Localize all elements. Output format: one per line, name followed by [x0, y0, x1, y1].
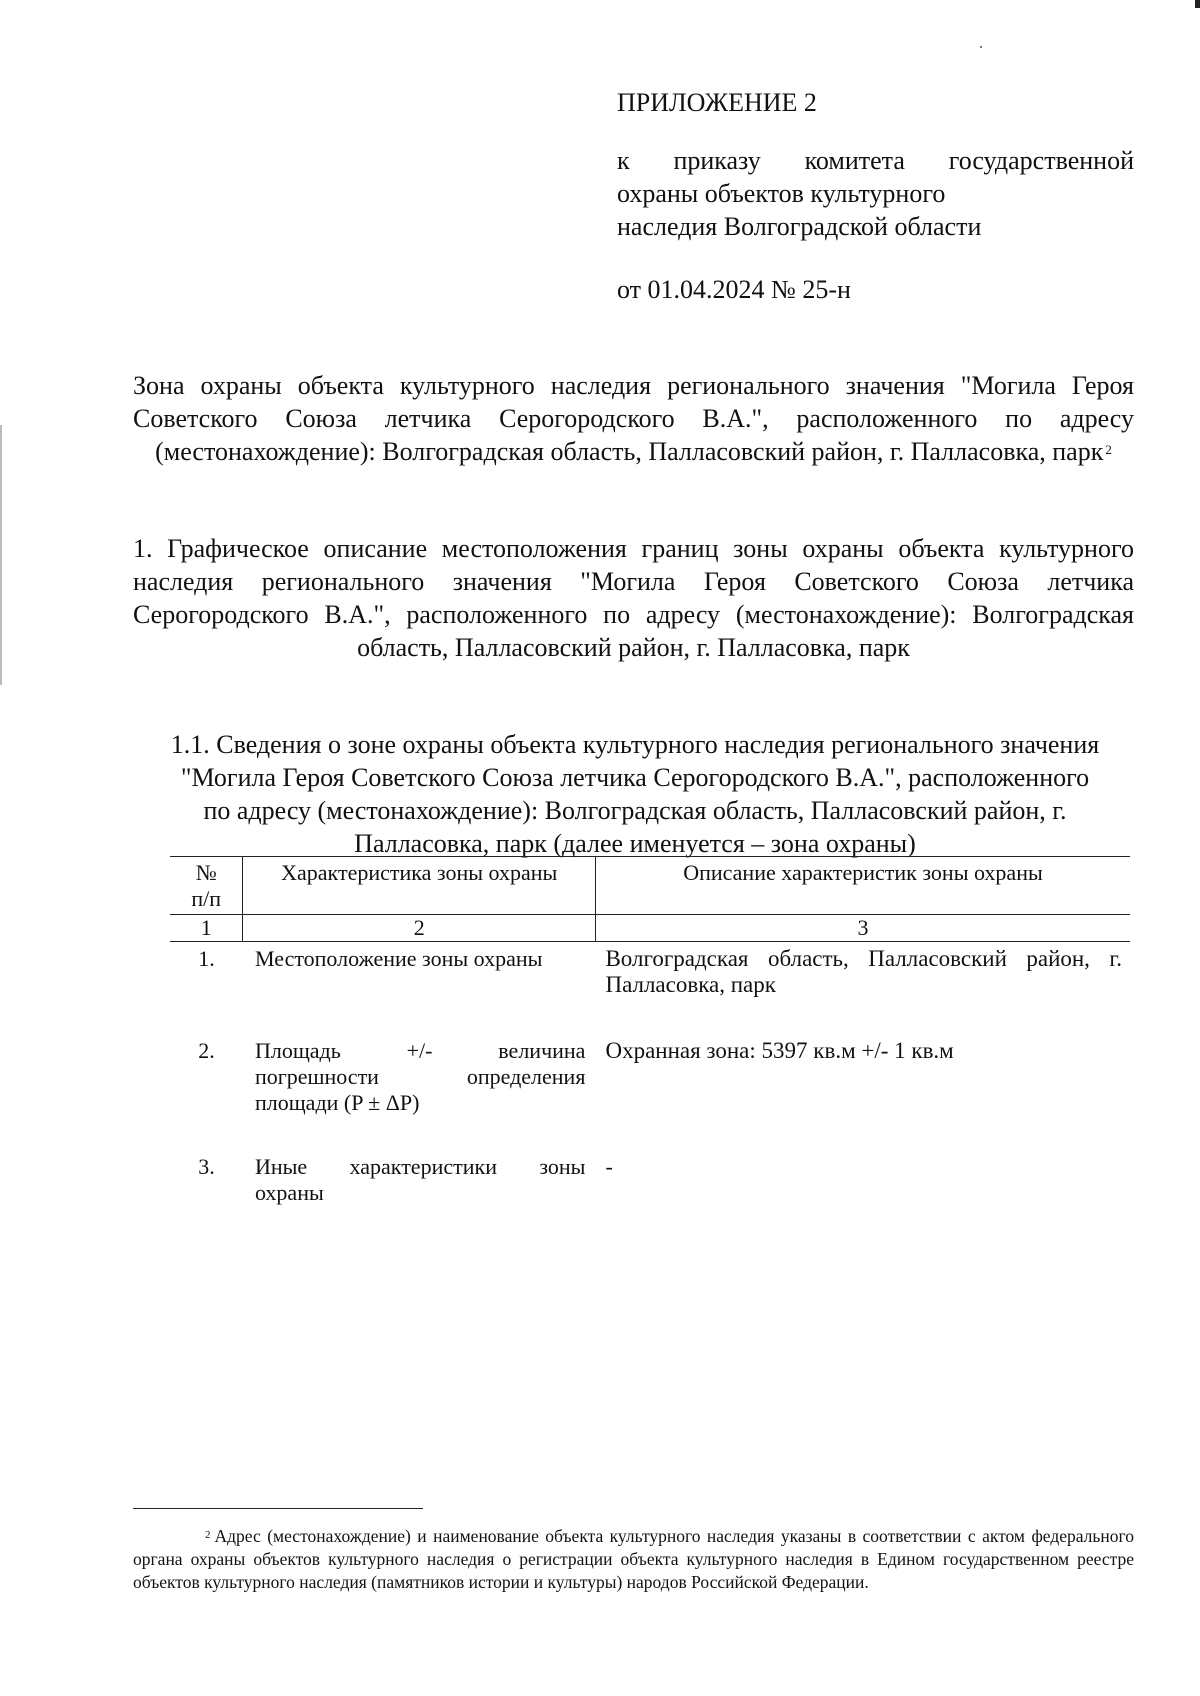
column-number-3: 3	[595, 915, 1130, 942]
header-number-line-2: п/п	[191, 886, 222, 911]
zone-title	[133, 369, 1134, 468]
header-description: Описание характеристик зоны охраны	[595, 857, 1130, 915]
footnote	[133, 1525, 1134, 1594]
annex-order-reference	[617, 144, 1134, 243]
table-column-numbers-row	[170, 915, 1130, 942]
zone-characteristics-table	[170, 856, 1130, 1226]
row-characteristic: Площадь +/- величина погрешности определения площади (P ± ΔP)	[254, 1038, 586, 1115]
column-number-2: 2	[243, 915, 595, 942]
footnote-text: Адрес (местонахождение) и наименование объекта культурного наследия указаны в соответствии с актом федерального органа охраны объектов культурного наследия о регистрации объекта культурного наследия в Едином государственном реестре объектов культурного наследия (памятников истории и культуры) народов Российской Федерации.	[133, 1526, 1134, 1592]
row-description: -	[605, 1154, 613, 1179]
table-row	[170, 1150, 1130, 1226]
column-number-1: 1	[170, 915, 243, 942]
header-characteristic: Характеристика зоны охраны	[243, 857, 595, 915]
footnote-separator	[133, 1508, 423, 1509]
subsection-1-1-heading: 1.1. Сведения о зоне охраны объекта культурного наследия регионального значения "Могила Героя Советского Союза летчика Серогородского В.А.", расположенного по адресу (местонахождение): Волгоградская область, Палласовский район, г. Палласовка, парк (далее именуется – зона охраны)	[170, 730, 1100, 858]
row-description: Охранная зона: 5397 кв.м +/- 1 кв.м	[605, 1038, 954, 1063]
header-number	[170, 857, 243, 915]
row-number: 1.	[198, 946, 215, 971]
row-number: 2.	[198, 1038, 215, 1063]
table-header-row	[170, 857, 1130, 915]
annex-order-line-1: к приказу комитета государственной	[617, 146, 1134, 175]
scan-corner-mark	[1195, 0, 1200, 8]
annex-date: от 01.04.2024 № 25-н	[617, 275, 851, 304]
scan-edge-mark	[0, 425, 2, 685]
row-number: 3.	[198, 1154, 215, 1179]
footnote-number: 2	[205, 1529, 211, 1541]
header-number-line-1: №	[195, 860, 217, 885]
row-description: Волгоградская область, Палласовский район, г. Палласовка, парк	[605, 946, 1122, 997]
table-row	[170, 1034, 1130, 1150]
table-row	[170, 942, 1130, 1035]
annex-order-line-2: охраны объектов культурного	[617, 179, 946, 208]
annex-order-line-3: наследия Волгоградской области	[617, 212, 982, 241]
row-characteristic: Местоположение зоны охраны	[254, 946, 543, 971]
footnote-reference: 2	[1105, 442, 1112, 457]
row-characteristic: Иные характеристики зоны охраны	[254, 1154, 586, 1205]
section-1-heading: 1. Графическое описание местоположения границ зоны охраны объекта культурного наследия регионального значения "Могила Героя Советского Союза летчика Серогородского В.А.", расположенного по адресу (местонахождение): Волгоградская область, Палласовский район, г. Палласовка, парк	[133, 534, 1134, 662]
scan-speck	[980, 46, 982, 48]
annex-title: ПРИЛОЖЕНИЕ 2	[617, 88, 817, 117]
zone-title-text: Зона охраны объекта культурного наследия регионального значения "Могила Героя Советского Союза летчика Серогородского В.А.", расположенного по адресу (местонахождение): Волгоградская область, Палласовский район, г. Палласовка, парк	[133, 371, 1134, 466]
